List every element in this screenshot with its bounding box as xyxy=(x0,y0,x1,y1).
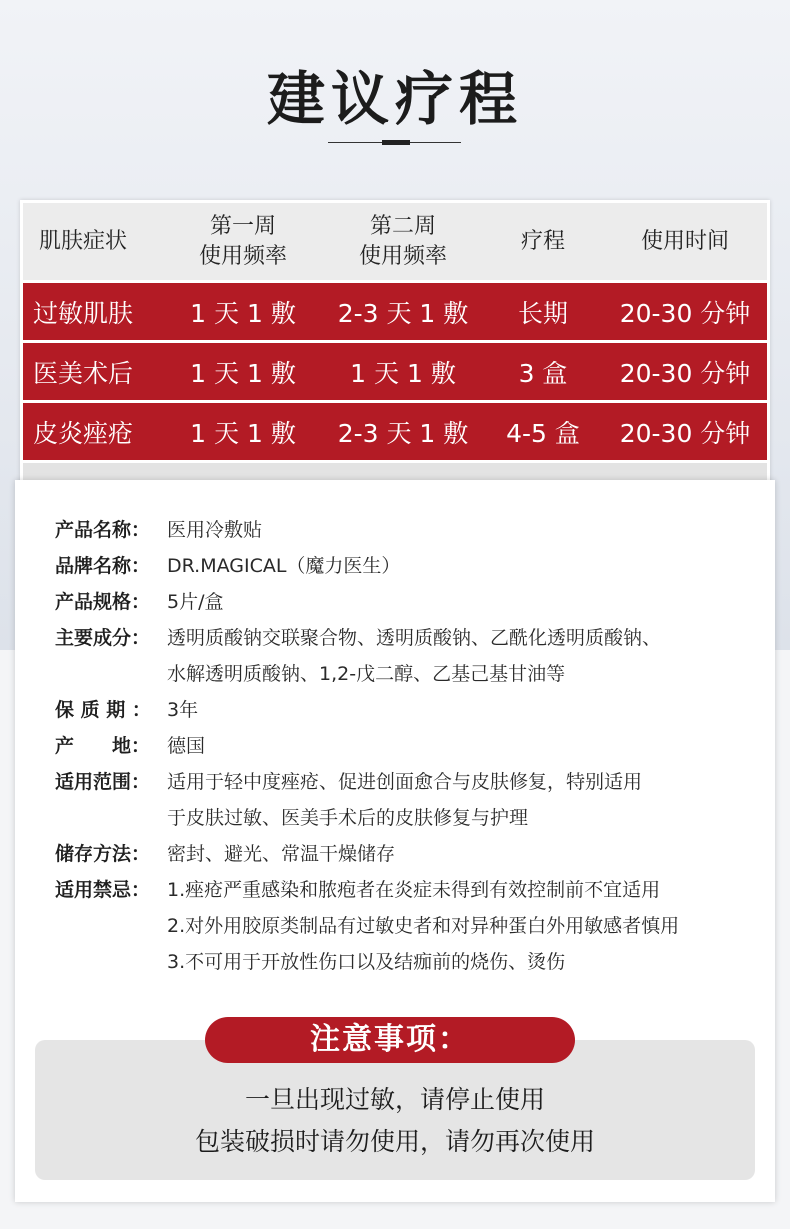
product-info-card xyxy=(15,480,775,1202)
table-cell-duration: 20-30 分钟 xyxy=(619,358,751,388)
notice-heading-badge: 注意事项： xyxy=(205,1017,575,1063)
info-label: 保 质 期 ： xyxy=(55,699,151,721)
info-row-product-name xyxy=(55,516,755,552)
info-value: 适用于轻中度痤疮、促进创面愈合与皮肤修复，特别适用 xyxy=(167,771,643,793)
info-label: 产 地： xyxy=(55,735,151,757)
table-row xyxy=(23,283,767,340)
table-cell-week2: 2-3 天 1 敷 xyxy=(337,418,469,448)
info-value: 水解透明质酸钠、1,2-戊二醇、乙基己基甘油等 xyxy=(167,663,566,685)
title-divider-accent xyxy=(382,140,410,145)
course-table xyxy=(20,200,770,490)
table-cell-week1: 1 天 1 敷 xyxy=(190,298,296,328)
info-row-contraindications xyxy=(55,876,755,912)
info-row-scope-cont xyxy=(55,804,755,840)
table-cell-week2: 1 天 1 敷 xyxy=(350,358,456,388)
info-row-contraindications-cont xyxy=(55,912,755,948)
info-row-contraindications-cont xyxy=(55,948,755,984)
info-value: 医用冷敷贴 xyxy=(167,519,263,541)
info-value: 透明质酸钠交联聚合物、透明质酸钠、乙酰化透明质酸钠、 xyxy=(167,627,662,649)
table-cell-symptom: 医美术后 xyxy=(32,358,133,388)
info-value: 5片/盒 xyxy=(167,591,224,613)
table-cell-course: 3 盒 xyxy=(518,358,568,388)
info-row-spec xyxy=(55,588,755,624)
header-cell-week1: 第一周 使用频率 xyxy=(198,213,287,269)
table-row xyxy=(23,403,767,460)
table-cell-symptom: 皮炎痤疮 xyxy=(32,418,133,448)
info-value: 于皮肤过敏、医美手术后的皮肤修复与护理 xyxy=(167,807,529,829)
table-cell-duration: 20-30 分钟 xyxy=(619,418,751,448)
info-label: 适用范围： xyxy=(55,771,151,793)
info-value: DR.MAGICAL（魔力医生） xyxy=(167,555,401,577)
info-row-brand xyxy=(55,552,755,588)
table-cell-week1: 1 天 1 敷 xyxy=(190,418,296,448)
header-cell-symptom: 肌肤症状 xyxy=(38,228,127,254)
table-cell-duration: 20-30 分钟 xyxy=(619,298,751,328)
info-row-shelf-life xyxy=(55,696,755,732)
notice-line: 一旦出现过敏，请停止使用 xyxy=(244,1085,545,1114)
product-info-list xyxy=(55,516,755,984)
info-label: 储存方法： xyxy=(55,843,151,865)
info-label: 品牌名称： xyxy=(55,555,151,577)
notice-line: 包装破损时请勿使用，请勿再次使用 xyxy=(194,1127,595,1156)
info-value: 3.不可用于开放性伤口以及结痂前的烧伤、烫伤 xyxy=(167,951,566,973)
info-row-origin xyxy=(55,732,755,768)
page-title: 建议疗程 xyxy=(266,65,523,133)
info-label: 产品名称： xyxy=(55,519,151,541)
info-value: 3年 xyxy=(167,699,199,721)
info-row-ingredients-cont xyxy=(55,660,755,696)
info-label: 产品规格： xyxy=(55,591,151,613)
table-cell-symptom: 过敏肌肤 xyxy=(32,298,133,328)
table-cell-course: 长期 xyxy=(517,298,568,328)
info-label: 适用禁忌： xyxy=(55,879,151,901)
info-row-storage xyxy=(55,840,755,876)
info-label: 主要成分： xyxy=(55,627,151,649)
table-cell-course: 4-5 盒 xyxy=(506,418,580,448)
table-row xyxy=(23,343,767,400)
info-value: 德国 xyxy=(167,735,206,757)
table-cell-week1: 1 天 1 敷 xyxy=(190,358,296,388)
info-row-ingredients xyxy=(55,624,755,660)
info-value: 密封、避光、常温干燥储存 xyxy=(167,843,396,865)
table-cell-week2: 2-3 天 1 敷 xyxy=(337,298,469,328)
table-header-row xyxy=(23,203,767,280)
info-value: 1.痤疮严重感染和脓疱者在炎症未得到有效控制前不宜适用 xyxy=(167,879,661,901)
header-cell-week2: 第二周 使用频率 xyxy=(358,213,447,269)
info-row-scope xyxy=(55,768,755,804)
header-cell-duration: 使用时间 xyxy=(640,228,729,254)
header-cell-course: 疗程 xyxy=(520,228,565,254)
info-value: 2.对外用胶原类制品有过敏史者和对异种蛋白外用敏感者慎用 xyxy=(167,915,680,937)
